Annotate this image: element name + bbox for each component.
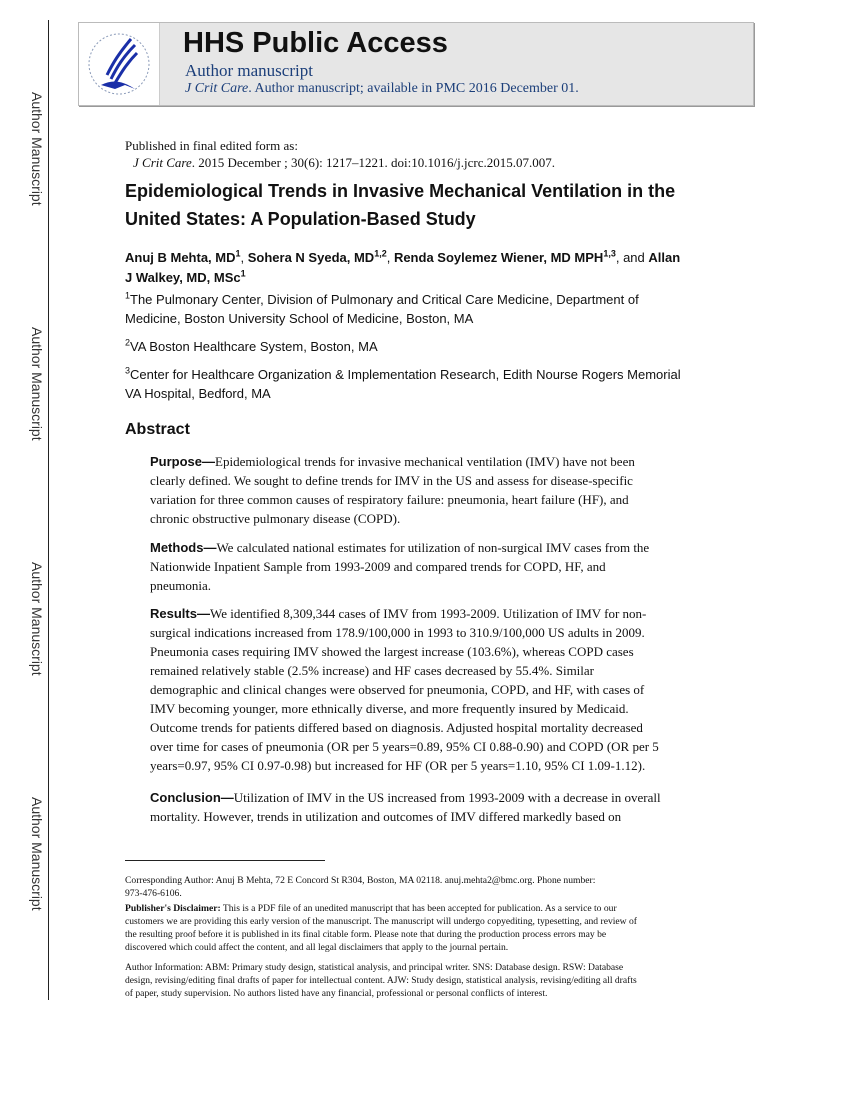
affiliation-sup: 1 <box>125 290 131 301</box>
corresponding-author-note <box>125 874 595 900</box>
paragraph-line: demographic and clinical changes were observed for pneumonia, COPD, and HF, with cases of <box>150 682 645 697</box>
citation-text: . 2015 December ; 30(6): 1217–1221. doi:10.1016/j.jcrc.2015.07.007. <box>191 155 555 170</box>
publisher-disclaimer <box>125 902 637 954</box>
journal-name: J Crit Care <box>185 81 249 96</box>
journal-name: J Crit Care <box>133 155 192 170</box>
paragraph-line <box>150 788 661 807</box>
footnote-divider <box>125 860 325 861</box>
paragraph-line: chronic obstructive pulmonary disease (COPD). <box>150 511 401 526</box>
footnote-line: the resulting proof before it is published in its final citable form. Please note that during the production process errors may be <box>125 929 607 940</box>
affiliation-line: Medicine, Boston University School of Medicine, Boston, MA <box>125 311 474 326</box>
author: Renda Soylemez Wiener, MD MPH <box>393 250 604 265</box>
title-line: United States: A Population-Based Study <box>125 209 476 229</box>
footnote-line: customers we are providing this early version of the manuscript. The manuscript will undergo copyediting, typesetting, and review of <box>125 916 637 927</box>
author-information-note <box>125 961 637 1000</box>
affiliation-sup: 1,2 <box>374 248 387 259</box>
section-lead: Conclusion— <box>150 790 234 805</box>
paragraph-line: years=0.97, 95% CI 0.97-0.98) but increased for HF (OR per 5 years=1.10, 95% CI 1.09-1.12). <box>150 758 646 773</box>
footnote-line: Corresponding Author: Anuj B Mehta, 72 E Concord St R304, Boston, MA 02118. anuj.mehta2@bmc.org. Phone number: <box>125 875 596 886</box>
paragraph-line: clearly defined. We sought to define trends for IMV in the US and assess for disease-specific <box>150 473 633 488</box>
title-line: Epidemiological Trends in Invasive Mechanical Ventilation in the <box>125 181 676 201</box>
affiliation <box>125 290 639 328</box>
paragraph-text: We calculated national estimates for utilization of non-surgical IMV cases from the <box>216 540 650 555</box>
abstract-heading: Abstract <box>125 421 190 438</box>
paragraph-text: We identified 8,309,344 cases of IMV from 1993-2009. Utilization of IMV for non- <box>209 606 647 621</box>
side-label-author-manuscript: Author Manuscript <box>29 797 45 911</box>
published-label: Published in final edited form as: <box>125 138 298 153</box>
paragraph-line <box>150 538 649 557</box>
disclaimer-label: Publisher's Disclaimer: <box>125 903 221 914</box>
footnote-line: discovered which could affect the content, and all legal disclaimers that apply to the journal pertain. <box>125 942 509 953</box>
and-text: , and <box>615 250 649 265</box>
footnote-line: of paper, study supervision. No authors listed have any financial, professional or personal conflicts of interest. <box>125 988 548 999</box>
section-lead: Results— <box>150 606 210 621</box>
footnote-line: design, revising/editing final drafts of paper for intellectual content. AJW: Study design, statistical analysis, revising/editing all drafts <box>125 975 637 986</box>
affiliation <box>125 365 681 403</box>
footnote-line: Author Information: ABM: Primary study design, statistical analysis, and principal writer. SNS: Database design. RSW: Database <box>125 962 624 973</box>
abstract-purpose <box>150 452 635 528</box>
abstract-results <box>150 604 659 775</box>
author-manuscript-label: Author manuscript <box>185 61 313 80</box>
hhs-header-banner <box>78 22 754 106</box>
abstract-methods <box>150 538 649 595</box>
author: J Walkey, MD, MSc <box>125 270 241 285</box>
paragraph-line: Pneumonia cases requiring IMV showed the largest increase (103.6%), whereas COPD cases <box>150 644 634 659</box>
author: Sohera N Syeda, MD <box>247 250 375 265</box>
availability-text: . Author manuscript; available in PMC 2016 December 01. <box>248 81 579 96</box>
paragraph-line: mortality. However, trends in utilization and outcomes of IMV differed markedly based on <box>150 809 622 824</box>
affiliation-line: VA Hospital, Bedford, MA <box>125 386 271 401</box>
side-label-author-manuscript: Author Manuscript <box>29 562 45 676</box>
affiliation-sup: 1 <box>235 248 241 259</box>
affiliation-sup: 2 <box>125 337 131 348</box>
paragraph-line <box>150 604 659 623</box>
paragraph-text: Epidemiological trends for invasive mechanical ventilation (IMV) have not been <box>215 454 635 469</box>
article-title <box>125 177 675 233</box>
side-label-author-manuscript: Author Manuscript <box>29 327 45 441</box>
hhs-public-access-title: HHS Public Access <box>183 27 448 59</box>
paragraph-line: IMV becoming younger, more ethnically diverse, and more frequently insured by Medicaid. <box>150 701 629 716</box>
section-lead: Purpose— <box>150 454 216 469</box>
paragraph-line: over time for cases of pneumonia (OR per 5 years=0.89, 95% CI 0.88-0.90) and COPD (OR per 5 <box>150 739 659 754</box>
availability-line <box>185 81 579 97</box>
affiliation-sup: 1 <box>240 268 246 279</box>
affiliation-line: The Pulmonary Center, Division of Pulmonary and Critical Care Medicine, Department of <box>130 292 639 307</box>
affiliation-line: Center for Healthcare Organization & Implementation Research, Edith Nourse Rogers Memorial <box>130 367 681 382</box>
paragraph-line: variation for three common causes of respiratory failure: pneumonia, heart failure (HF), and <box>150 492 629 507</box>
paragraph-text: Utilization of IMV in the US increased from 1993-2009 with a decrease in overall <box>233 790 661 805</box>
affiliation-sup: 1,3 <box>603 248 616 259</box>
section-lead: Methods— <box>150 540 217 555</box>
affiliation <box>125 337 378 356</box>
paragraph-line: pneumonia. <box>150 578 212 593</box>
footnote-line: 973-476-6106. <box>125 888 182 899</box>
affiliation-sup: 3 <box>125 365 131 376</box>
published-citation <box>125 137 555 171</box>
paragraph-line: remained relatively stable (2.5% increase) and HF cases decreased by 55.4%. Similar <box>150 663 594 678</box>
paragraph-line: Nationwide Inpatient Sample from 1993-2009 and compared trends for COPD, HF, and <box>150 559 606 574</box>
affiliation-line: VA Boston Healthcare System, Boston, MA <box>130 339 378 354</box>
author-list: Anuj B Mehta, $MD^1$, Sohera N Syeda, MD$^{1,2}$, Renda Soylemez Wiener, MD MPH$^{1,3}$, and Allan J Walkey, MD, MSc$^1$ <box>125 248 681 285</box>
author: Allan <box>648 250 681 265</box>
side-label-author-manuscript: Author Manuscript <box>29 92 45 206</box>
author: Anuj B Mehta, MD <box>125 250 236 265</box>
margin-rule <box>48 20 49 1000</box>
footnote-line: This is a PDF file of an unedited manuscript that has been accepted for publication. As a service to our <box>220 903 617 914</box>
paragraph-line: Outcome trends for patients differed based on diagnosis. Adjusted hospital mortality decreased <box>150 720 643 735</box>
paragraph-line <box>150 452 635 471</box>
paragraph-line: surgical indications increased from 178.9/100,000 in 1993 to 310.9/100,000 US adults in 2009. <box>150 625 645 640</box>
abstract-conclusion <box>150 788 661 826</box>
hhs-eagle-seal-icon <box>79 23 160 105</box>
